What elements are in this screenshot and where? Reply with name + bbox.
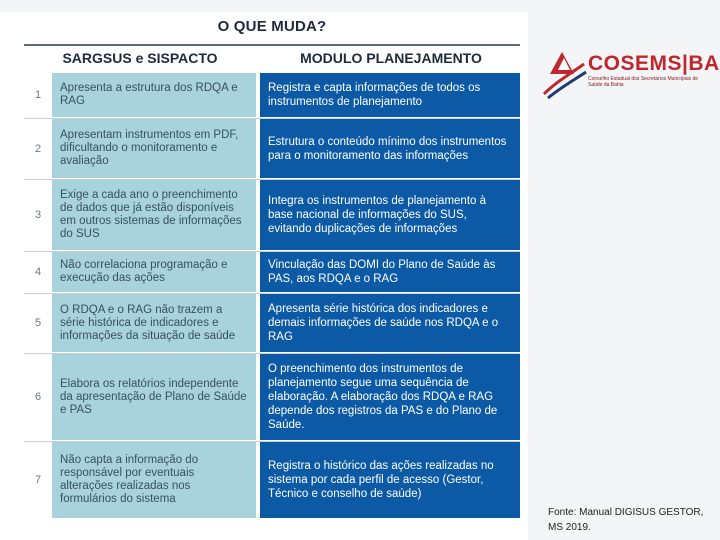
row-number: 1 [24,73,52,117]
comparison-table [24,73,520,519]
cell-sargsus: Não correlaciona programação e execução das ações [52,252,256,292]
column-header-right: MODULO PLANEJAMENTO [300,50,482,66]
row-number: 7 [24,442,52,518]
table-row [24,180,520,250]
row-number: 2 [24,119,52,178]
cell-sargsus: Exige a cada ano o preenchimento de dados que já estão disponíveis em outros sistemas de informações do SUS [52,180,256,250]
cell-sargsus: Apresentam instrumentos em PDF, dificultando o monitoramento e avaliação [52,119,256,178]
cell-sargsus: Apresenta a estrutura dos RDQA e RAG [52,73,256,117]
cell-sargsus: O RDQA e o RAG não trazem a série histórica de indicadores e informações da situação de saúde [52,294,256,352]
cell-modulo: Integra os instrumentos de planejamento à base nacional de informações do SUS, evitando duplicações de informações [260,180,520,250]
cell-modulo: Estrutura o conteúdo mínimo dos instrumentos para o monitoramento das informações [260,119,520,178]
table-row [24,354,520,440]
table-row [24,73,520,117]
logo-subtitle: Conselho Estadual dos Secretários Municipais de Saúde da Bahia [588,76,699,88]
table-row [24,442,520,518]
row-number: 5 [24,294,52,352]
cell-sargsus: Não capta a informação do responsável por eventuais alterações realizadas nos formulários do sistema [52,442,256,518]
cell-modulo: Apresenta série histórica dos indicadores e demais informações de saúde nos RDQA e o RAG [260,294,520,352]
cell-modulo: O preenchimento dos instrumentos de planejamento segue uma sequência de elaboração. A elaboração dos RDQA e RAG depende dos registros da PAS e do Plano de Saúde. [260,354,520,440]
table-row [24,294,520,352]
source-caption: Fonte: Manual DIGISUS GESTOR, MS 2019. [548,507,704,533]
logo-wordmark: COSEMS|BA [588,52,720,75]
title-divider [24,44,520,46]
cell-modulo: Vinculação das DOMI do Plano de Saúde às PAS, aos RDQA e o RAG [260,252,520,292]
cell-sargsus: Elabora os relatórios independente da apresentação de Plano de Saúde e PAS [52,354,256,440]
table-row [24,119,520,178]
page-title: O QUE MUDA? [217,18,327,35]
column-header-left: SARGSUS e SISPACTO [62,50,218,66]
row-number: 6 [24,354,52,440]
row-number: 3 [24,180,52,250]
cell-modulo: Registra o histórico das ações realizadas no sistema por cada perfil de acesso (Gestor, Técnico e conselho de saúde) [260,442,520,518]
row-number: 4 [24,252,52,292]
table-row [24,252,520,292]
cell-modulo: Registra e capta informações de todos os instrumentos de planejamento [260,73,520,117]
